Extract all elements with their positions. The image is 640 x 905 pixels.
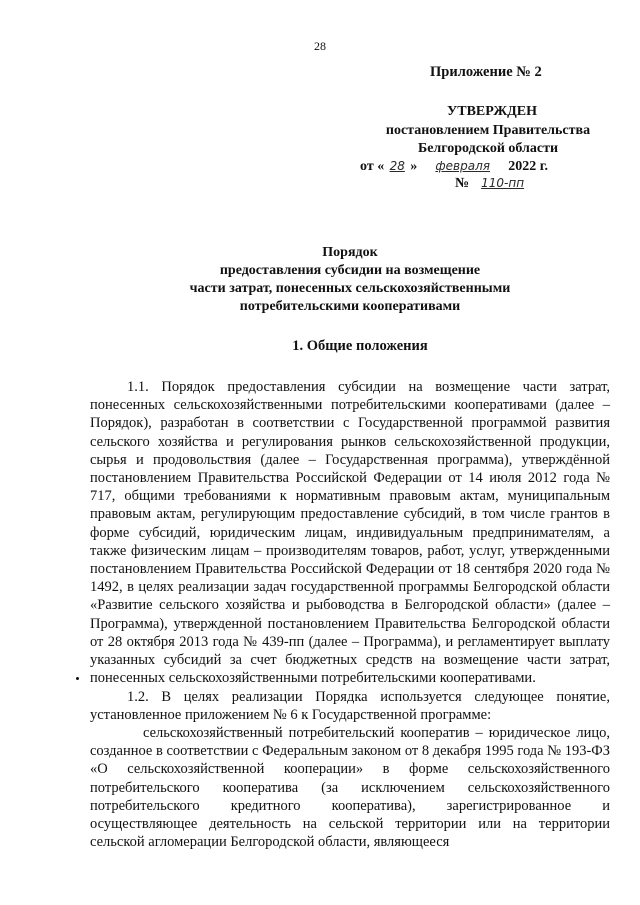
- appendix-label: Приложение № 2: [430, 64, 542, 80]
- paragraph-1-1: [90, 378, 610, 687]
- paragraph-text: сельскохозяйственный потребительский кооператив – юридическое лицо, созданное в соответствии с Федеральным законом от 8 декабря 1995 года № 193-ФЗ «О сельскохозяйственной кооперации» в форме сельскохозяйственного потребительского кооператива (за исключением сельскохозяйственного потребительского кредитного кооператива), зарегистрированное и осуществляющее деятельность на сельской территории или на территории сельской агломерации Белгородской области, являющееся: [90, 725, 610, 851]
- approval-heading: УТВЕРЖДЕН: [446, 104, 538, 119]
- approval-date: [360, 159, 620, 175]
- paragraph-text: 1.1. Порядок предоставления субсидии на возмещение части затрат, понесенных сельскохозяйственными потребительскими кооперативами (далее – Порядок), разработан в соответствии с Государственной программой развития сельского хозяйства и регулирования рынков сельскохозяйственной продукции, сырья и продовольствия (далее – Государственная программа), утверждённой постановлением Правительства Российской Федерации от 14 июля 2012 года № 717, общими требованиями к нормативным правовым актам, муниципальным правовым актам, регулирующим предоставление субсидий, в том числе грантов в форме субсидий, юридическим лицам, индивидуальным предпринимателям, а также физическим лицам – производителям товаров, работ, услуг, утвержденными постановлением Правительства Российской Федерации от 18 сентября 2020 года № 1492, в целях реализации задач государственной программы Белгородской области «Развитие сельского хозяйства и рыбоводства в Белгородской области» (далее – Программа), утвержденной постановлением Правительства Белгородской области от 28 октября 2013 года № 439-пп (далее – Программа), и регламентирует выплату указанных субсидий за счет бюджетных средств на возмещение части затрат, понесенных сельскохозяйственными потребительскими кооперативами.: [90, 379, 610, 687]
- paragraph-text: 1.2. В целях реализации Порядка используется следующее понятие, установленное приложением № 6 к Государственной программе:: [90, 689, 610, 724]
- paragraph-definition: [90, 724, 610, 851]
- title-line-1: Порядок: [322, 245, 378, 260]
- date-year: 2022 г.: [508, 159, 548, 174]
- date-month-handwritten: февраля: [435, 159, 490, 173]
- title-line-4: потребительскими кооперативами: [239, 299, 461, 314]
- section-heading: 1. Общие положения: [292, 338, 428, 354]
- approval-line2: Белгородской области: [417, 141, 559, 156]
- title-line-2: предоставления субсидии на возмещение: [219, 263, 481, 278]
- number-handwritten: 110-пп: [481, 176, 525, 190]
- title-line-3: части затрат, понесенных сельскохозяйственными: [189, 281, 511, 296]
- approval-line1: постановлением Правительства: [385, 123, 591, 138]
- page-number: 28: [314, 39, 326, 53]
- approval-number: [455, 176, 595, 192]
- margin-dot: [76, 677, 79, 680]
- paragraph-1-2: [90, 688, 610, 724]
- date-mid: »: [410, 159, 418, 174]
- date-prefix: от «: [360, 159, 385, 174]
- date-day-handwritten: 28: [389, 159, 405, 173]
- number-prefix: №: [455, 176, 470, 191]
